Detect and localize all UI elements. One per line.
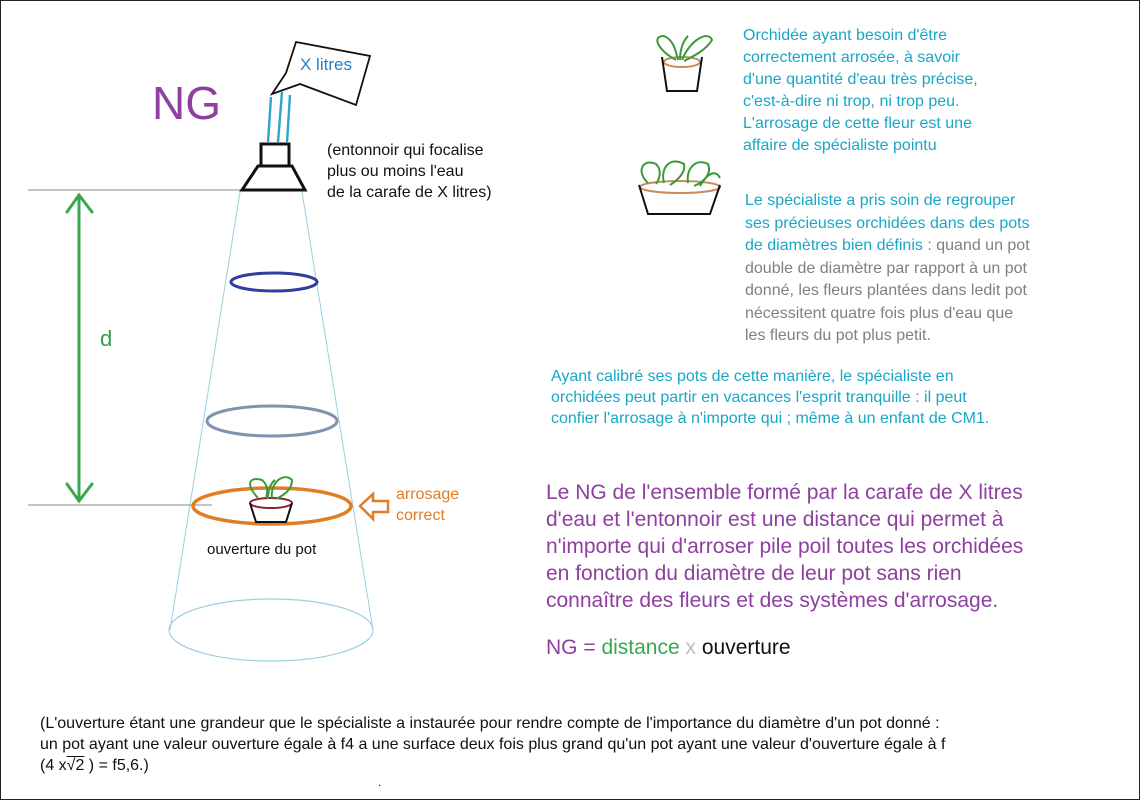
specialist-line: double de diamètre par rapport à un pot (745, 259, 1027, 277)
orchid-description-line: L'arrosage de cette fleur est une (743, 115, 972, 132)
x-litres-label: X litres (300, 55, 352, 74)
ng-definition-line: connaître des fleurs et des systèmes d'arrosage. (546, 589, 999, 612)
formula-times: x (685, 636, 697, 659)
specialist-line (745, 235, 1030, 258)
funnel-note-line: plus ou moins l'eau (327, 163, 464, 180)
footnote-part: ) = f5,6.) (84, 757, 149, 774)
orchid-description-line: Orchidée ayant besoin d'être (743, 27, 948, 44)
footnote-part: (4 x (40, 757, 67, 774)
specialist-paragraph (745, 190, 1030, 348)
ng-formula (546, 636, 791, 660)
ng-definition (546, 479, 1023, 614)
funnel-note-line: de la carafe de X litres) (327, 184, 492, 201)
light-cone (170, 192, 373, 630)
orchid-description-line: affaire de spécialiste pointu (743, 137, 937, 154)
specialist-line-part: de diamètres bien définis (745, 237, 923, 254)
ng-title: NG (152, 77, 221, 129)
footnote-line: un pot ayant une valeur ouverture égale à f4 a une surface deux fois plus grand qu'un pot ayant une valeur d'ouverture égale à f (40, 736, 946, 753)
orchid-description (743, 25, 978, 157)
stray-mark: . (378, 775, 382, 789)
arrosage-label (396, 484, 459, 526)
calibration-line: orchidées peut partir en vacances l'esprit tranquille : il peut (551, 389, 967, 406)
ng-definition-line: Le NG de l'ensemble formé par la carafe de X litres (546, 481, 1023, 504)
ng-definition-line: n'importe qui d'arroser pile poil toutes les orchidées (546, 535, 1024, 558)
funnel-note (327, 140, 492, 203)
arrosage-line: arrosage (396, 486, 460, 503)
footnote (40, 713, 945, 776)
calibration-line: confier l'arrosage à n'importe qui ; même à un enfant de CM1. (551, 410, 990, 427)
specialist-line: Le spécialiste a pris soin de regrouper (745, 192, 1016, 209)
formula-ouverture: ouverture (701, 636, 791, 659)
cone-base-ellipse (169, 599, 373, 661)
calibration-line: Ayant calibré ses pots de cette manière, le spécialiste en (551, 368, 954, 385)
water-stream (268, 92, 290, 142)
footnote-line (40, 755, 945, 776)
distance-arrow (67, 195, 92, 501)
sqrt-two: √2 (66, 757, 85, 774)
specialist-line: ses précieuses orchidées dans des pots (745, 214, 1030, 232)
orchid-description-line: c'est-à-dire ni trop, ni trop peu. (743, 93, 960, 110)
arrosage-line: correct (396, 507, 445, 524)
orchid-pot-single (657, 36, 712, 91)
arrosage-arrow (360, 494, 388, 519)
orchid-description-line: correctement arrosée, à savoir (743, 49, 960, 66)
distance-label: d (100, 326, 113, 351)
specialist-line: donné, les fleurs plantées dans ledit pot (745, 282, 1027, 299)
cone-pot (250, 477, 292, 522)
funnel (242, 144, 305, 190)
pot-opening-label: ouverture du pot (207, 541, 317, 558)
specialist-line-part: : quand un pot (922, 237, 1030, 254)
funnel-note-line: (entonnoir qui focalise (327, 142, 484, 159)
calibration-paragraph (551, 366, 989, 429)
ellipse-small (231, 273, 317, 291)
ng-definition-line: d'eau et l'entonnoir est une distance qui permet à (546, 508, 1004, 531)
ellipse-medium (207, 406, 337, 436)
specialist-line: les fleurs du pot plus petit. (745, 327, 931, 344)
orchid-pot-group (639, 161, 720, 214)
formula-lhs: NG = (546, 636, 596, 659)
formula-distance: distance (601, 636, 680, 659)
orchid-description-line: d'une quantité d'eau très précise, (743, 71, 978, 88)
specialist-line: nécessitent quatre fois plus d'eau que (745, 304, 1014, 322)
ng-definition-line: en fonction du diamètre de leur pot sans rien (546, 562, 962, 585)
footnote-line: (L'ouverture étant une grandeur que le spécialiste a instaurée pour rendre compte de l'importance du diamètre d'un pot donné : (40, 715, 940, 732)
